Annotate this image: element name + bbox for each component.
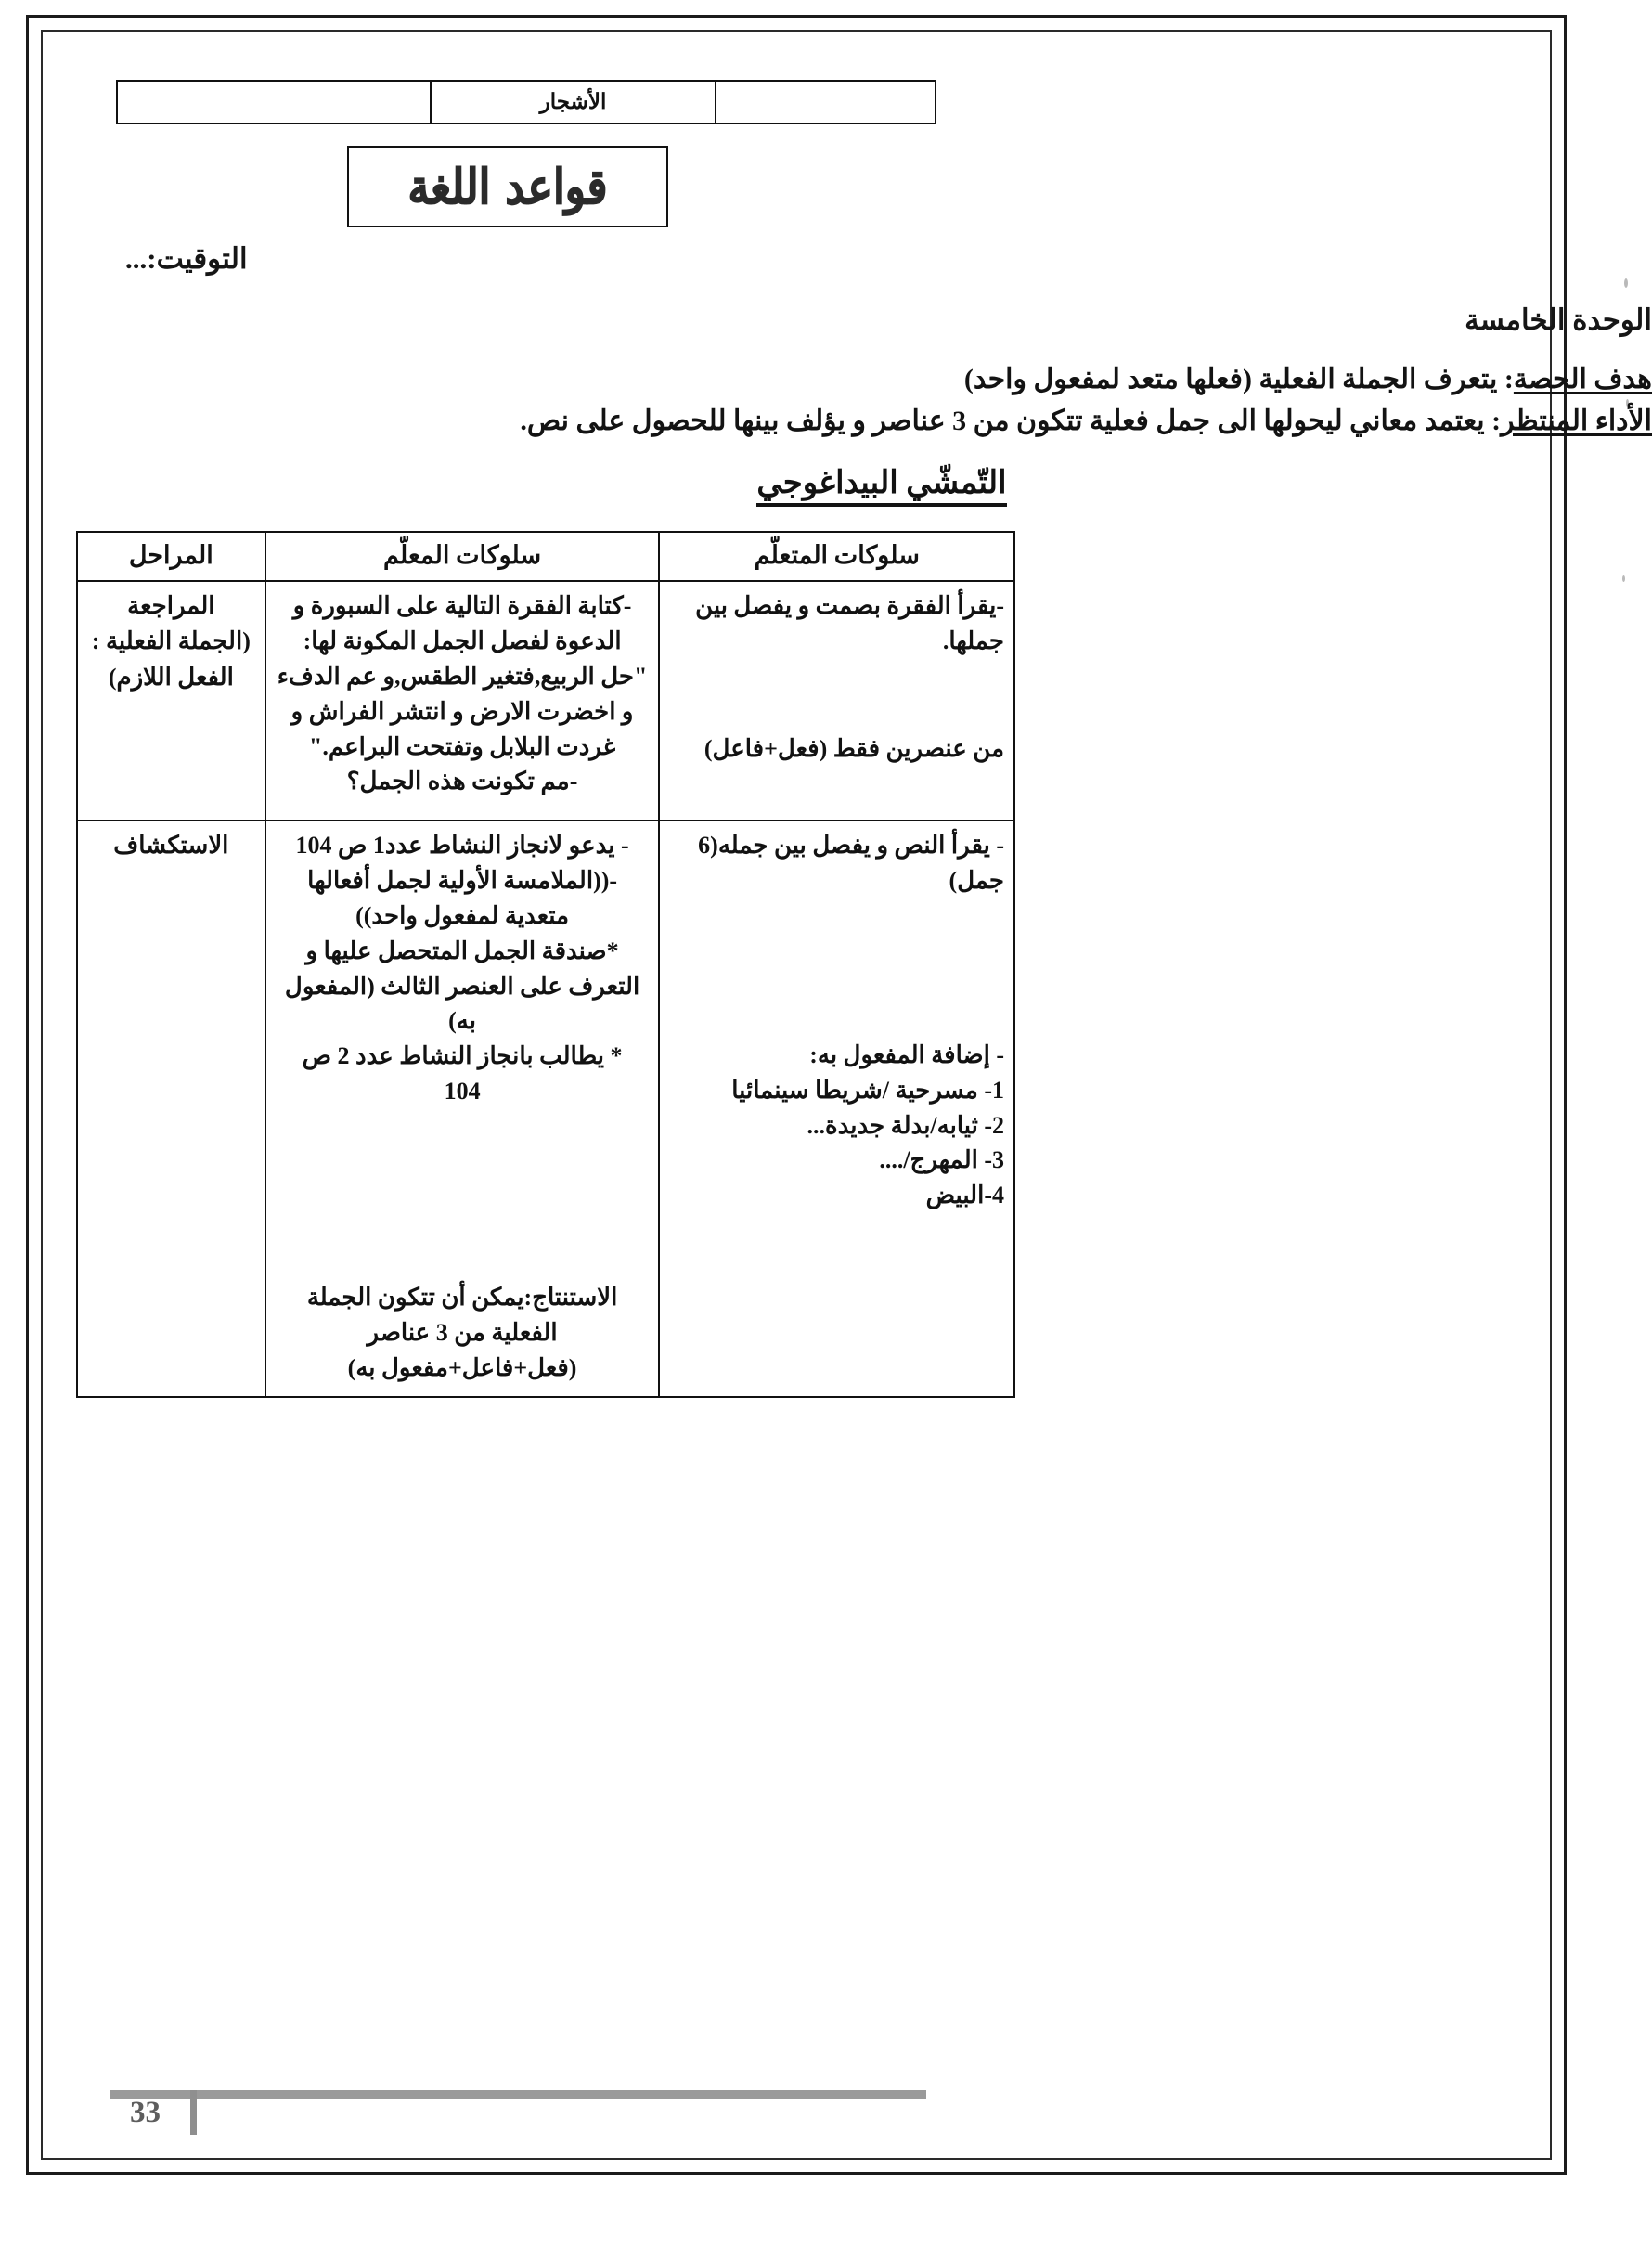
teacher-line: متعدية لمفعول واحد)) (355, 901, 570, 929)
performance-text: : يعتمد معاني ليحولها الى جمل فعلية تتكون من 3 عناصر و يؤلف بينها للحصول على نص. (520, 405, 1502, 436)
lesson-title-box (347, 146, 668, 227)
learner-line: -يقرأ الفقرة بصمت و يفصل بين (695, 592, 1004, 619)
column-header-learner: سلوكات المتعلّم (659, 532, 1014, 581)
goal-line (111, 360, 1652, 400)
teacher-line: "حل الربيع,فتغير الطقس,و عم الدفء (277, 662, 648, 690)
teacher-line: 104 (444, 1078, 481, 1105)
cell-teacher-review (265, 581, 660, 821)
spacer (276, 1110, 650, 1249)
learner-line: من عنصرين فقط (فعل+فاعل) (703, 734, 1004, 762)
teacher-line: به) (448, 1007, 476, 1035)
header-cell-right (715, 82, 935, 123)
header-cell-theme: الأشجار (430, 82, 715, 123)
conclusion-line: (فعل+فاعل+مفعول به) (347, 1353, 577, 1381)
cell-stage-discovery (77, 821, 265, 1397)
cell-teacher-discovery (265, 821, 660, 1397)
cell-stage-review (77, 581, 265, 821)
list-item: 3- المهرج/.... (879, 1146, 1004, 1174)
header-cell-left (118, 82, 430, 123)
teacher-line: -كتابة الفقرة التالية على السبورة و (292, 592, 632, 619)
goal-text: : يتعرف الجملة الفعلية (فعلها متعد لمفعول واحد) (963, 364, 1514, 394)
teacher-line: غردت البلابل وتفتحت البراعم." (308, 732, 616, 760)
conclusion-line: الاستنتاج:يمكن أن تتكون الجملة (306, 1284, 618, 1311)
list-item: 1- مسرحية /شريطا سينمائيا (731, 1076, 1004, 1104)
footer-tick (190, 2090, 197, 2135)
spacer (276, 1249, 650, 1281)
learner-line: جملها. (942, 627, 1004, 654)
table-header-row (77, 532, 1014, 581)
stage-line: المراجعة (127, 592, 215, 619)
scan-speck (1624, 278, 1628, 288)
pedagogy-heading-wrap (0, 464, 1652, 507)
cell-learner-discovery (659, 821, 1014, 1397)
column-header-teacher: سلوكات المعلّم (265, 532, 660, 581)
teacher-line: - يدعو لانجاز النشاط عدد1 ص 104 (295, 832, 629, 859)
learner-line: جمل) (949, 866, 1004, 894)
spacer (669, 660, 1004, 732)
learner-line: - يقرأ النص و يفصل بين جمله(6 (698, 832, 1004, 859)
teacher-line: و اخضرت الارض و انتشر الفراش و (290, 697, 634, 725)
teacher-line: *صندقة الجمل المتحصل عليها و (305, 937, 619, 964)
list-item: 2- ثيابه/بدلة جديدة... (807, 1111, 1004, 1139)
spacer (669, 899, 1004, 1039)
objectives-block (111, 360, 1652, 443)
performance-line (111, 402, 1652, 442)
teacher-line: التعرف على العنصر الثالث (المفعول (284, 972, 640, 1000)
teacher-line: الدعوة لفصل الجمل المكونة لها: (303, 627, 622, 654)
pedagogy-table (76, 531, 1015, 1398)
unit-label (0, 304, 1652, 337)
stage-line: الاستكشاف (113, 832, 229, 859)
footer-rule (110, 2090, 926, 2099)
stage-line: الفعل اللازم) (108, 663, 234, 691)
learner-list-label: - إضافة المفعول به: (809, 1041, 1004, 1068)
table-row (77, 821, 1014, 1397)
cell-learner-review (659, 581, 1014, 821)
performance-label: الأداء المنتظر (1501, 405, 1652, 436)
teacher-line: -مم تكونت هذه الجمل؟ (346, 768, 578, 795)
table-row (77, 581, 1014, 821)
pedagogy-heading: التّمشّي البيداغوجي (756, 464, 1006, 507)
teacher-line: -((الملامسة الأولية لجمل أفعالها (307, 866, 618, 894)
unit-text: الوحدة الخامسة (1465, 304, 1652, 336)
scan-speck (1622, 575, 1625, 582)
conclusion-line: الفعلية من 3 عناصر (367, 1318, 558, 1346)
page-number: 33 (130, 2096, 161, 2129)
stage-line: (الجملة الفعلية : (91, 627, 251, 655)
header-table (116, 80, 936, 124)
teacher-line: * يطالب بانجاز النشاط عدد 2 ص (302, 1042, 623, 1070)
goal-label: هدف الحصة (1513, 364, 1652, 394)
list-item: 4-البيض (925, 1182, 1004, 1209)
lesson-title: قواعد اللغة (407, 158, 608, 215)
column-header-stage: المراحل (77, 532, 265, 581)
timing-label: التوقيت:... (125, 242, 248, 275)
